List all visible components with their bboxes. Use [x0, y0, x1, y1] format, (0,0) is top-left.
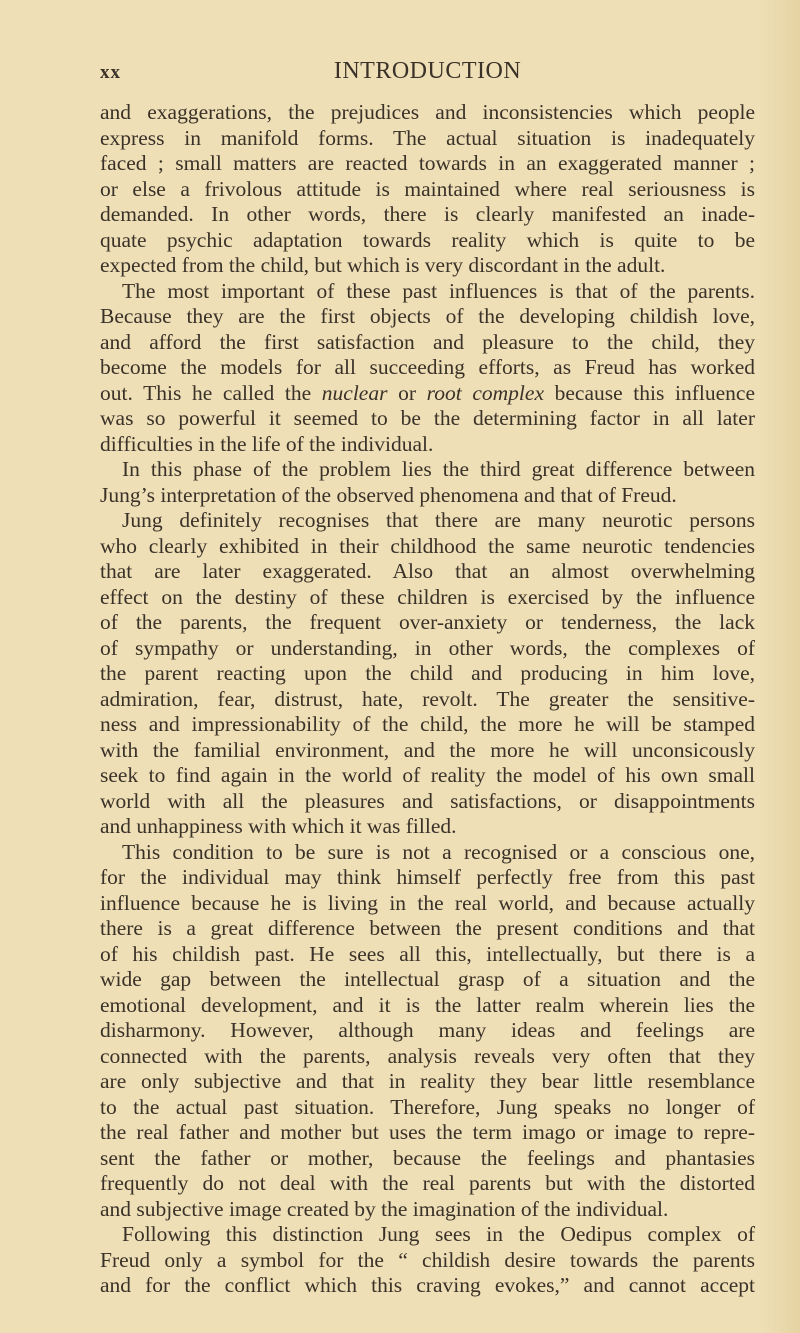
text-line: [100, 151, 755, 177]
text-line-content: Freud only a symbol for the “ childish desire towards the parents: [100, 1247, 755, 1272]
text-line: [100, 763, 755, 789]
text-line: [100, 534, 755, 560]
italic-term: nuclear: [321, 380, 388, 405]
text-line-content: difficulties in the life of the individual.: [100, 431, 434, 456]
text-segment: because this influence: [543, 380, 755, 405]
text-line-content: and unhappiness with which it was filled.: [100, 814, 457, 838]
text-line-content: Because they are the first objects of the developing childish love,: [100, 304, 755, 328]
text-line: [100, 100, 755, 126]
text-line: [100, 406, 755, 432]
text-line: [100, 610, 755, 636]
text-line-content: [100, 381, 755, 407]
text-line-content: are only subjective and that in reality they bear little resemblance: [100, 1069, 755, 1093]
text-line: [100, 202, 755, 228]
text-line: [100, 1095, 755, 1121]
text-line-content: Following this distinction Jung sees in the Oedipus complex of: [122, 1222, 755, 1246]
text-line: [100, 891, 755, 917]
text-line-content: The most important of these past influences is that of the parents.: [122, 278, 755, 303]
text-line: [100, 1146, 755, 1172]
text-line-content: quate psychic adaptation towards reality which is quite to be: [100, 227, 755, 252]
text-line: [100, 279, 755, 305]
text-line-content: that are later exaggerated. Also that an almost overwhelming: [100, 559, 755, 583]
text-line: [100, 585, 755, 611]
text-line-content: expected from the child, but which is very discordant in the adult.: [100, 253, 666, 277]
text-line-content: effect on the destiny of these children is exercised by the influence: [100, 584, 755, 609]
text-line-content: seek to find again in the world of reality the model of his own small: [100, 763, 755, 787]
italic-term: root complex: [426, 380, 544, 405]
text-line-content: Jung definitely recognises that there are many neurotic persons: [122, 508, 755, 532]
text-line-content: of the parents, the frequent over-anxiety or tenderness, the lack: [100, 610, 755, 634]
text-line: [100, 432, 755, 458]
text-line: [100, 814, 755, 840]
text-line-content: was so powerful it seemed to be the determining factor in all later: [100, 406, 755, 430]
text-line: [100, 483, 755, 509]
text-line: [100, 1171, 755, 1197]
text-line: [100, 508, 755, 534]
text-line: [100, 228, 755, 254]
text-line: [100, 712, 755, 738]
text-line-content: connected with the parents, analysis reveals very often that they: [100, 1043, 755, 1068]
text-line-content: faced ; small matters are reacted towards in an exaggerated manner ;: [100, 151, 755, 175]
text-line-content: ness and impressionability of the child, the more he will be stamped: [100, 712, 755, 736]
text-line-content: become the models for all succeeding efforts, as Freud has worked: [100, 355, 755, 379]
text-line-content: disharmony. However, although many ideas and feelings are: [100, 1018, 755, 1042]
text-line-content: frequently do not deal with the real parents but with the distorted: [100, 1171, 755, 1195]
text-line: [100, 916, 755, 942]
text-line-content: and subjective image created by the imagination of the individual.: [100, 1196, 669, 1221]
text-line-content: the real father and mother but uses the term imago or image to repre-: [100, 1120, 755, 1144]
text-line-content: world with all the pleasures and satisfactions, or disappointments: [100, 788, 755, 813]
text-line: [100, 738, 755, 764]
text-line: [100, 253, 755, 279]
page-number: xx: [100, 62, 121, 83]
text-line: [100, 1248, 755, 1274]
text-line: [100, 942, 755, 968]
text-line: [100, 636, 755, 662]
text-line: [100, 1197, 755, 1223]
text-line-content: Jung’s interpretation of the observed phenomena and that of Freud.: [100, 482, 677, 507]
text-line-content: admiration, fear, distrust, hate, revolt. The greater the sensitive-: [100, 686, 755, 711]
text-line: [100, 330, 755, 356]
text-line: [100, 840, 755, 866]
text-line: [100, 1120, 755, 1146]
text-line-content: influence because he is living in the real world, and because actually: [100, 890, 755, 915]
text-segment: out. This he called the: [100, 380, 322, 405]
text-line: [100, 355, 755, 381]
text-line: [100, 1044, 755, 1070]
text-line: [100, 457, 755, 483]
text-line-content: demanded. In other words, there is clearly manifested an inade-: [100, 202, 755, 226]
text-line-content: of sympathy or understanding, in other words, the complexes of: [100, 635, 755, 660]
page-edge-shadow: [760, 0, 800, 1333]
text-line: [100, 1069, 755, 1095]
text-line-content: for the individual may think himself perfectly free from this past: [100, 865, 755, 889]
text-line-content: with the familial environment, and the more he will unconsicously: [100, 737, 755, 762]
text-line-content: This condition to be sure is not a recognised or a conscious one,: [122, 839, 755, 864]
text-line-content: the parent reacting upon the child and producing in him love,: [100, 661, 755, 685]
page-header: [100, 58, 755, 88]
text-line: [100, 1222, 755, 1248]
text-line-content: emotional development, and it is the latter realm wherein lies the: [100, 992, 755, 1017]
text-line: [100, 304, 755, 330]
text-line-content: to the actual past situation. Therefore, Jung speaks no longer of: [100, 1094, 755, 1119]
text-line-content: express in manifold forms. The actual situation is inadequately: [100, 125, 755, 150]
text-line: [100, 126, 755, 152]
text-line: [100, 177, 755, 203]
text-line: [100, 993, 755, 1019]
text-line-content: or else a frivolous attitude is maintained where real seriousness is: [100, 176, 755, 201]
text-line: [100, 967, 755, 993]
text-line-content: wide gap between the intellectual grasp of a situation and the: [100, 967, 755, 991]
text-line: [100, 661, 755, 687]
text-line: [100, 687, 755, 713]
text-line: [100, 789, 755, 815]
text-line-content: and exaggerations, the prejudices and inconsistencies which people: [100, 100, 755, 124]
text-line-content: of his childish past. He sees all this, intellectually, but there is a: [100, 941, 755, 966]
text-line-content: who clearly exhibited in their childhood the same neurotic tendencies: [100, 533, 755, 558]
text-segment: or: [387, 380, 427, 405]
body-text: [100, 100, 755, 1299]
text-line-content: and for the conflict which this craving evokes,” and cannot accept: [100, 1273, 755, 1297]
running-title: INTRODUCTION: [333, 58, 522, 84]
text-line: [100, 865, 755, 891]
text-line-content: there is a great difference between the present conditions and that: [100, 916, 755, 940]
text-line-content: sent the father or mother, because the feelings and phantasies: [100, 1145, 755, 1170]
text-line: [100, 1273, 755, 1299]
text-line: [100, 1018, 755, 1044]
text-line-content: In this phase of the problem lies the third great difference between: [122, 457, 755, 481]
text-line: [100, 559, 755, 585]
text-line-content: and afford the first satisfaction and pleasure to the child, they: [100, 329, 755, 354]
text-line: [100, 381, 755, 407]
